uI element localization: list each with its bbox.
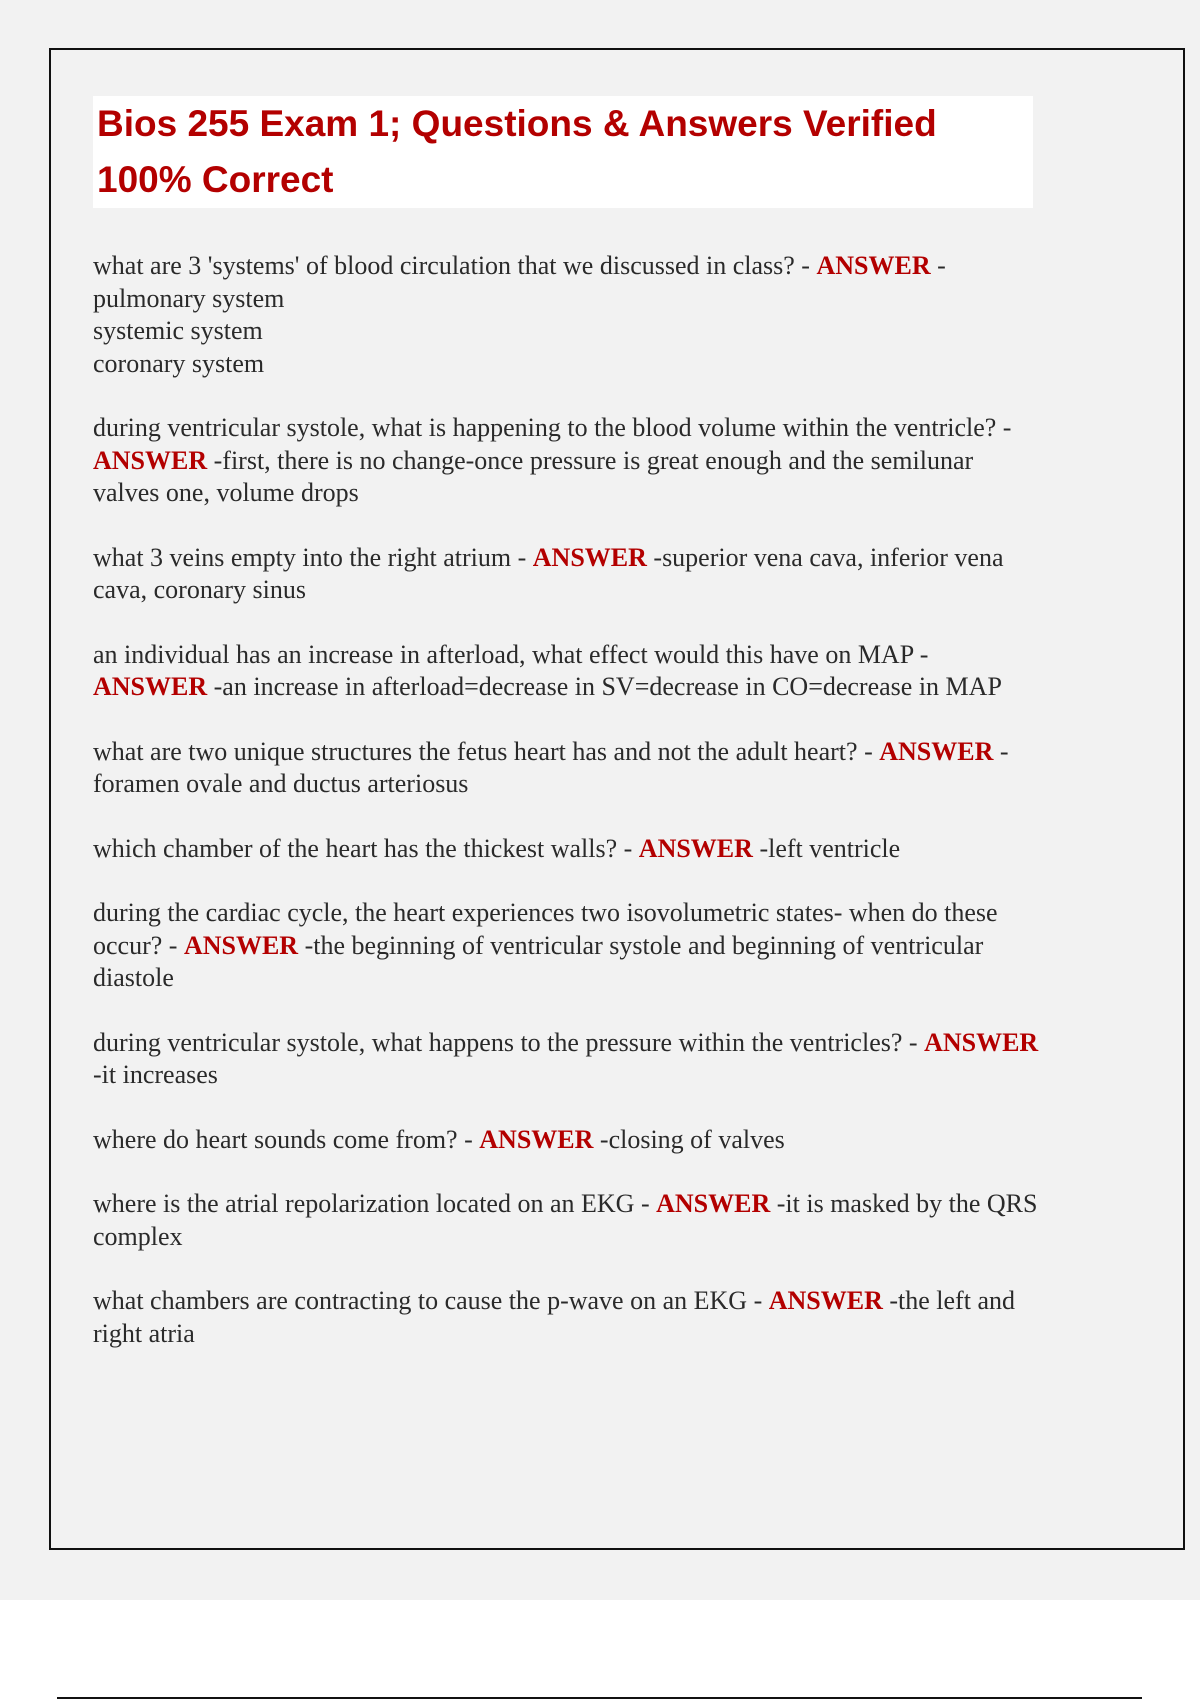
question-text: what are 3 'systems' of blood circulation that we discussed in class? - — [93, 251, 817, 280]
question-text: what 3 veins empty into the right atrium - — [93, 542, 533, 572]
answer-text: -it increases — [93, 1060, 218, 1089]
answer-label: ANSWER — [532, 542, 647, 572]
question-text: where do heart sounds come from? - — [93, 1124, 480, 1154]
answer-label: ANSWER — [768, 1286, 883, 1315]
title-line-2: 100% Correct — [97, 159, 334, 200]
question-text: during ventricular systole, what happens to the pressure within the ventricles? - — [93, 1027, 925, 1057]
title-line-1: Bios 255 Exam 1; Questions & Answers Verified — [97, 103, 937, 144]
question-text: an individual has an increase in afterload, what effect would this have on MAP - — [93, 639, 929, 669]
question-text: which chamber of the heart has the thickest walls? - — [93, 833, 639, 863]
answer-label: ANSWER — [924, 1027, 1039, 1057]
answer-text: -it is masked by the QRS complex — [93, 1189, 1038, 1251]
qa-item-1 — [93, 250, 1043, 380]
answer-text: -an increase in afterload=decrease in SV=decrease in CO=decrease in MAP — [207, 672, 1002, 701]
answer-text: -the beginning of ventricular systole and beginning of ventricular diastole — [93, 930, 984, 992]
question-text: what are two unique structures the fetus heart has and not the adult heart? - — [93, 736, 880, 766]
qa-item-6 — [93, 833, 1043, 866]
qa-item-9 — [93, 1124, 1043, 1157]
answer-label: ANSWER — [93, 672, 208, 701]
answer-text: -closing of valves — [593, 1124, 785, 1154]
answer-text: -superior vena cava, inferior vena cava, coronary sinus — [93, 542, 1004, 604]
answer-label: ANSWER — [816, 251, 931, 280]
answer-line: systemic system — [93, 316, 263, 345]
answer-text: -first, there is no change-once pressure is great enough and the semilunar valves one, volume drops — [93, 445, 974, 507]
answer-label: ANSWER — [879, 736, 994, 766]
answer-line: coronary system — [93, 348, 265, 378]
answer-label: ANSWER — [638, 833, 753, 863]
qa-item-5 — [93, 736, 1043, 801]
answer-label: ANSWER — [183, 930, 299, 960]
answer-text: -left ventricle — [752, 833, 901, 863]
answer-text: -the left and right atria — [93, 1286, 1015, 1348]
answer-text: - — [930, 251, 946, 280]
footer-rule — [57, 1697, 1142, 1699]
question-text: where is the atrial repolarization located on an EKG - — [93, 1189, 657, 1218]
qa-item-3 — [93, 542, 1043, 607]
answer-label: ANSWER — [93, 445, 208, 475]
qa-item-8 — [93, 1027, 1043, 1092]
answer-text: -foramen ovale and ductus arteriosus — [93, 736, 1009, 798]
question-text: what chambers are contracting to cause the p-wave on an EKG - — [93, 1286, 769, 1315]
document-title — [93, 96, 1033, 208]
qa-item-4 — [93, 639, 1043, 704]
qa-item-11 — [93, 1285, 1043, 1350]
qa-item-2 — [93, 412, 1043, 510]
question-text: during the cardiac cycle, the heart experiences two isovolumetric states- when do these occur? - — [93, 898, 998, 960]
answer-line: pulmonary system — [93, 283, 285, 313]
qa-item-10 — [93, 1188, 1043, 1253]
qa-item-7 — [93, 897, 1043, 995]
answer-label: ANSWER — [656, 1189, 771, 1218]
answer-label: ANSWER — [479, 1124, 594, 1154]
qa-list — [93, 250, 1043, 1350]
question-text: during ventricular systole, what is happening to the blood volume within the ventricle? - — [93, 413, 1012, 442]
document-content — [93, 96, 1043, 1382]
